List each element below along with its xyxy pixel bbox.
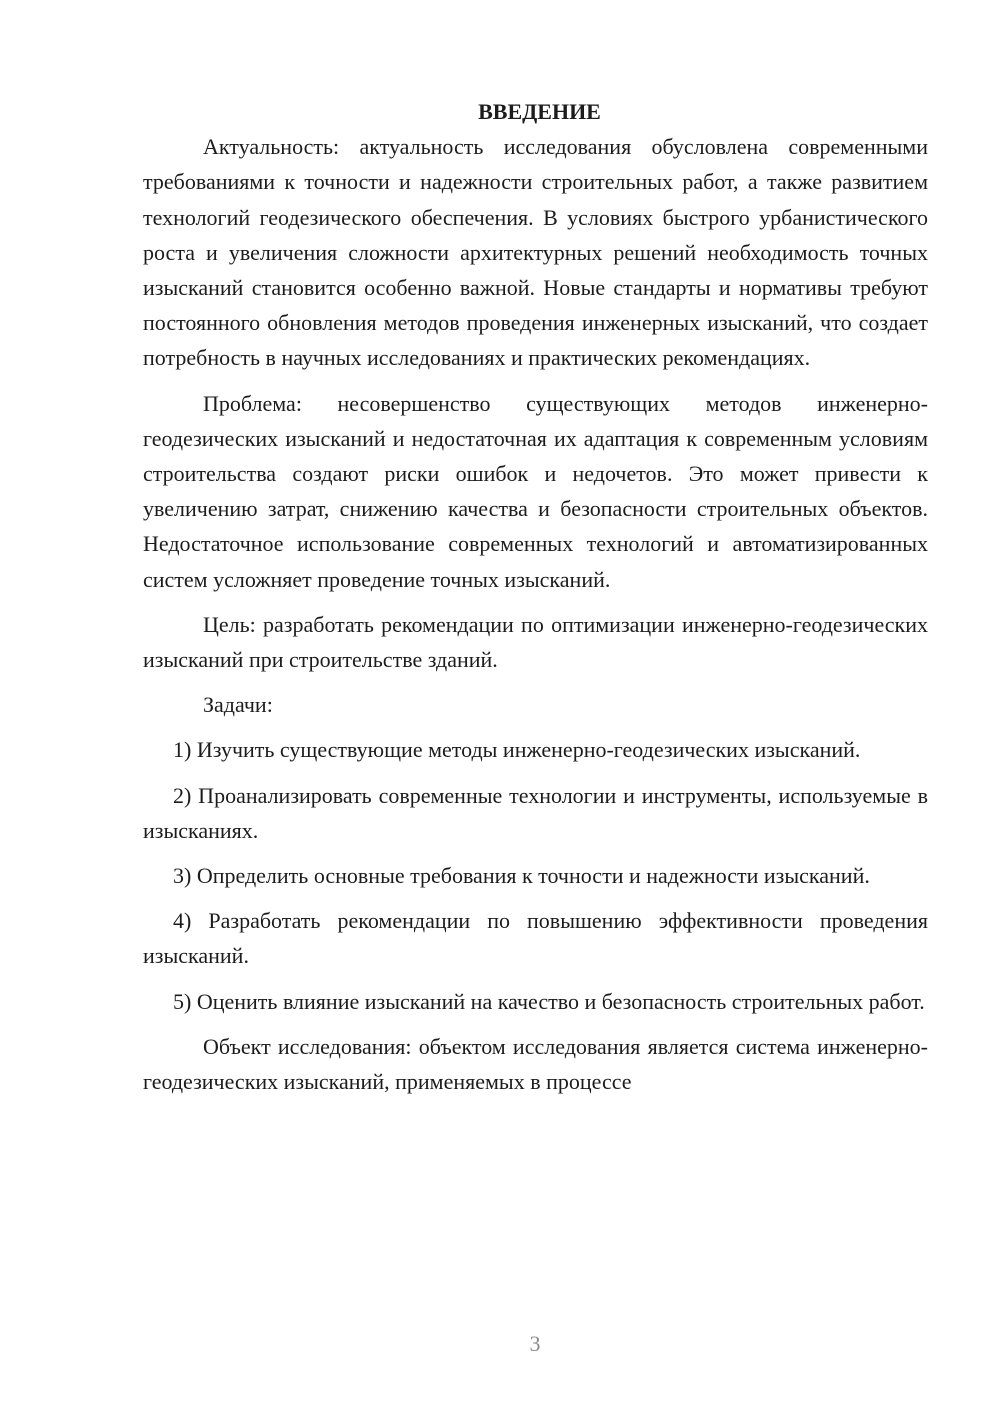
task-item-4: 4) Разработать рекомендации по повышению эффективности проведения изысканий. (143, 908, 928, 969)
task-item-2: 2) Проанализировать современные технологии и инструменты, используемые в изысканиях. (143, 782, 928, 843)
task-item-1: 1) Изучить существующие методы инженерно-геодезических изысканий. (173, 737, 861, 763)
page-number: 3 (529, 1331, 541, 1356)
page-content (143, 94, 928, 1109)
goal-paragraph: Цель: разработать рекомендации по оптимизации инженерно-геодезических изысканий при строительстве зданий. (143, 611, 928, 673)
page-title: ВВЕДЕНИЕ (478, 99, 601, 124)
task-item-3: 3) Определить основные требования к точности и надежности изысканий. (173, 863, 870, 889)
object-paragraph: Объект исследования: объектом исследования является система инженерно-геодезических изысканий, применяемых в процессе (143, 1033, 928, 1095)
tasks-heading: Задачи: (203, 692, 273, 718)
task-item-5: 5) Оценить влияние изысканий на качество и безопасность строительных работ. (173, 988, 925, 1014)
relevance-paragraph: Актуальность: актуальность исследования обусловлена современными требованиями к точности и надежности строительных работ, а также развитием технологий геодезического обеспечения. В условиях быстрого урбанистического роста и увеличения сложности архитектурных решений необходимость точных изысканий становится особенно важной. Новые стандарты и нормативы требуют постоянного обновления методов проведения инженерных изысканий, что создает потребность в научных исследованиях и практических рекомендациях. (143, 134, 928, 371)
problem-paragraph: Проблема: несовершенство существующих методов инженерно-геодезических изысканий и недостаточная их адаптация к современным условиям строительства создают риски ошибок и недочетов. Это может привести к увеличению затрат, снижению качества и безопасности строительных объектов. Недостаточное использование современных технологий и автоматизированных систем усложняет проведение точных изысканий. (143, 390, 928, 592)
